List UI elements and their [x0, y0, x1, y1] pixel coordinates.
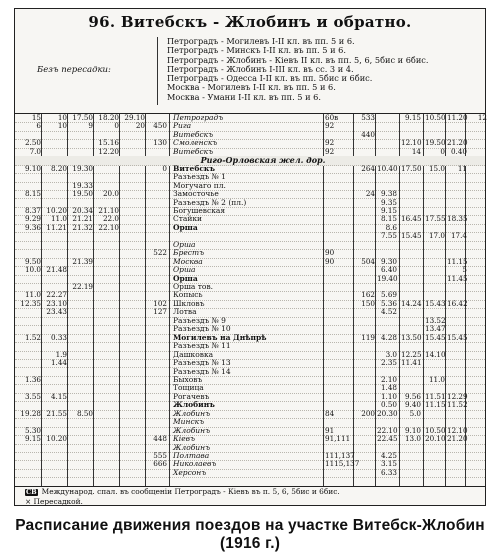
time-cell: 17.50	[401, 163, 422, 173]
time-cell: 22.19	[72, 282, 93, 291]
time-cell: 8.37	[24, 205, 41, 215]
distance-cell: 450	[153, 121, 167, 131]
distance-cell: 448	[153, 434, 167, 444]
time-cell: 17.55	[425, 214, 446, 224]
table-ref-cell: 92	[325, 121, 335, 131]
station-name: Разъездъ № 1	[173, 172, 226, 182]
time-cell: 150	[361, 298, 375, 308]
footnote-mark: × Пересадкой.	[25, 497, 83, 506]
station-name: Витебскъ	[173, 146, 214, 156]
distance-cell: 522	[153, 248, 167, 258]
time-cell: 11.51	[425, 391, 446, 401]
time-cell: 11.15	[425, 400, 446, 410]
station-name: Рогачевъ	[173, 391, 210, 401]
time-cell: 9	[88, 121, 93, 131]
station-name: Стайки	[173, 214, 203, 224]
time-cell: 15.0	[428, 163, 445, 173]
time-cell: 9.10	[404, 425, 421, 435]
time-cell: 1.9	[55, 349, 67, 359]
time-cell: 14.10	[425, 349, 446, 359]
footnote	[25, 487, 340, 496]
distance-cell: 666	[153, 459, 167, 469]
station-name: Лотва	[173, 307, 197, 317]
table-ref-cell: 91	[325, 425, 335, 435]
station-name: Орша тов.	[173, 282, 214, 291]
time-cell: 8.50	[76, 408, 93, 418]
time-cell: 11.0	[50, 214, 67, 224]
time-cell: 1.48	[380, 383, 397, 393]
time-cell: 4.15	[50, 391, 67, 401]
time-cell: 21.39	[72, 256, 93, 266]
time-cell: 11.0	[24, 290, 41, 300]
time-cell: 1.44	[50, 358, 67, 368]
timetable-sheet	[14, 8, 486, 506]
distance-cell: 0	[162, 163, 167, 173]
time-cell: 11.21	[46, 222, 67, 232]
station-name: Минскъ	[173, 417, 205, 427]
time-cell: 20.10	[425, 434, 446, 444]
time-cell: 15.45	[425, 332, 446, 342]
time-cell: 0.40	[450, 146, 467, 156]
time-cell: 2.50	[24, 138, 41, 148]
time-cell: 14.24	[401, 298, 422, 308]
distance-cell: 102	[153, 298, 167, 308]
time-cell: 6	[36, 121, 41, 131]
time-cell: 3.55	[24, 391, 41, 401]
time-cell: 22.10	[377, 425, 398, 435]
image-caption: Расписание движения поездов на участке Витебск-Жлобин (1916 г.)	[15, 517, 485, 552]
time-cell: 1.52	[24, 332, 41, 342]
station-name: Витебскъ	[173, 129, 214, 139]
time-cell: 19.30	[72, 163, 93, 173]
time-cell: 5.30	[24, 425, 41, 435]
time-cell: 4.52	[380, 307, 397, 317]
station-name: Рига	[173, 121, 192, 131]
station-name: Николаевъ	[173, 459, 217, 469]
time-cell: 22.10	[98, 222, 119, 232]
station-name: Петроградъ	[173, 113, 224, 122]
time-cell: 8.6	[385, 222, 397, 232]
time-cell: 17.4	[450, 231, 467, 241]
time-cell: 22.27	[46, 290, 67, 300]
time-cell: 11.41	[401, 358, 422, 368]
station-name: Могилевъ на Днѣпрѣ	[173, 332, 267, 342]
time-cell: 17.0	[428, 231, 445, 241]
table-ref-cell: 91,111	[325, 434, 351, 444]
time-cell: 20.0	[102, 189, 119, 199]
station-name: Жлобинъ	[173, 400, 215, 410]
station-name: Шкловъ	[173, 298, 205, 308]
time-cell: 9.40	[404, 400, 421, 410]
time-cell: 200	[361, 408, 375, 418]
transfer-item: Москва - Могилевъ I-II кл. въ пп. 5 и 6.	[167, 82, 336, 93]
transfer-item: Петроградъ - Одесса I-II кл. въ пп. 5бис и 6бис.	[167, 73, 373, 84]
station-name: Разъездъ № 2 (пл.)	[173, 197, 247, 207]
time-cell: 22.0	[102, 214, 119, 224]
time-cell: 19.33	[72, 180, 93, 190]
time-cell: 22.45	[377, 434, 398, 444]
sleeper-badge: СВ	[26, 488, 37, 496]
time-cell: 12.29	[447, 391, 468, 401]
time-cell: 12.20	[98, 146, 119, 156]
time-cell: 13.0	[404, 434, 421, 444]
route-header: Риго-Орловская жел. дор.	[200, 155, 326, 166]
station-name: Смоленскъ	[173, 138, 218, 148]
time-cell: 6.40	[380, 265, 397, 275]
time-cell: 9.15	[380, 205, 397, 215]
transfers-brace	[157, 37, 164, 105]
time-cell: 11.52	[447, 400, 468, 410]
time-cell: 7.55	[380, 231, 397, 241]
station-name: Разъездъ № 13	[173, 358, 231, 368]
time-cell: 2.10	[380, 374, 397, 384]
station-name: Витебскъ	[173, 163, 216, 173]
transfer-item: Петроградъ - Минскъ I-II кл. въ пп. 5 и 6.	[167, 45, 346, 56]
time-cell: 20.34	[72, 205, 93, 215]
timetable-row	[15, 469, 485, 478]
time-cell: 19.50	[425, 138, 446, 148]
time-cell: 9.15	[404, 113, 421, 122]
time-cell: 9.10	[24, 163, 41, 173]
time-cell: 11.45	[447, 273, 468, 283]
time-cell: 5.0	[409, 408, 421, 418]
time-cell: 21.21	[72, 214, 93, 224]
distance-cell: 130	[153, 138, 167, 148]
time-cell: 15.16	[98, 138, 119, 148]
transfers-list	[167, 37, 428, 102]
time-cell: 12.10	[447, 425, 468, 435]
time-cell: 9.29	[24, 214, 41, 224]
transfer-item: Петроградъ - Могилевъ I-II кл. въ пп. 5 и 6.	[167, 36, 355, 46]
table-ref-cell: 1115,137	[325, 459, 360, 469]
time-cell: 20	[135, 121, 145, 131]
time-cell: 264	[361, 163, 375, 173]
time-cell: 11.20	[447, 113, 468, 122]
table-ref-cell: 90	[325, 256, 335, 266]
station-name: Дашковка	[173, 349, 214, 359]
time-cell: 12.35	[20, 298, 41, 308]
time-cell: 8.15	[24, 189, 41, 199]
time-cell: 21.10	[98, 205, 119, 215]
station-name: Жлобинъ	[173, 442, 211, 452]
time-cell: 9.15	[24, 434, 41, 444]
time-cell: 21.55	[46, 408, 67, 418]
time-cell: 10.0	[24, 265, 41, 275]
station-name: Быховъ	[173, 374, 203, 384]
timetable-grid	[15, 113, 485, 487]
time-cell: 3.15	[380, 459, 397, 469]
time-cell: 16.42	[447, 298, 468, 308]
time-cell: 23.43	[46, 307, 67, 317]
time-cell: 5	[462, 265, 467, 275]
time-cell: 18.35	[447, 214, 468, 224]
transfer-block	[37, 37, 457, 109]
station-name: Жлобинъ	[173, 408, 211, 418]
time-cell: 5.36	[380, 298, 397, 308]
station-name: Разъездъ № 14	[173, 366, 231, 376]
time-cell: 1.10	[380, 391, 397, 401]
station-name: Разъездъ № 9	[173, 315, 226, 325]
time-cell: 533	[361, 113, 375, 122]
time-cell: 15	[31, 113, 41, 122]
time-cell: 0.50	[380, 400, 397, 410]
station-name: Херсонъ	[173, 467, 207, 477]
time-cell: 3.0	[385, 349, 397, 359]
time-cell: 20.30	[377, 408, 398, 418]
time-cell: 10.40	[377, 163, 398, 173]
time-cell: 5.69	[380, 290, 397, 300]
time-cell: 23.10	[46, 298, 67, 308]
time-cell: 9.36	[24, 222, 41, 232]
station-name: Жлобинъ	[173, 425, 211, 435]
time-cell: 9.30	[380, 256, 397, 266]
table-ref-cell: 60в	[325, 113, 339, 122]
table-ref-cell: 111,137	[325, 451, 355, 460]
time-cell: 4.28	[380, 332, 397, 342]
time-cell: 8.20	[50, 163, 67, 173]
time-cell: 11	[457, 163, 467, 173]
time-cell: 119	[361, 332, 375, 342]
page-title: 96. Витебскъ - Жлобинъ и обратно.	[88, 13, 412, 31]
time-cell: 19.50	[72, 189, 93, 199]
time-cell: 24	[365, 189, 375, 199]
time-cell: 10.20	[46, 434, 67, 444]
time-cell: 504	[361, 256, 375, 266]
time-cell: 162	[361, 290, 375, 300]
time-cell: 0	[114, 121, 119, 131]
station-name: Могучаго пл.	[173, 180, 226, 190]
time-cell: 10.50	[425, 425, 446, 435]
time-cell: 9.35	[380, 197, 397, 207]
station-name: Тощица	[173, 383, 204, 393]
station-name: Орша	[173, 222, 198, 232]
time-cell: 15.45	[447, 332, 468, 342]
table-ref-cell: 90	[325, 248, 335, 258]
time-cell: 12.10	[401, 138, 422, 148]
time-cell: 7.0	[29, 146, 41, 156]
station-name: Москва	[173, 256, 203, 266]
footnote-text: Международ. спал. въ сообщеніи Петроградъ - Кіевъ въ п. 5, 6, 5бис и 6бис.	[41, 487, 340, 496]
time-cell: 9.50	[24, 256, 41, 266]
time-cell: 9.56	[404, 391, 421, 401]
station-name: Орша	[173, 239, 196, 249]
station-name: Разъездъ № 11	[173, 341, 231, 351]
time-cell: 21.48	[46, 265, 67, 275]
time-cell: 4.25	[380, 451, 397, 460]
station-name: Разъездъ № 10	[173, 324, 231, 334]
time-cell: 8.15	[380, 214, 397, 224]
time-cell: 2.35	[380, 358, 397, 368]
table-ref-cell: 84	[325, 408, 335, 418]
time-cell: 21.20	[447, 434, 468, 444]
time-cell: 19.28	[20, 408, 41, 418]
time-cell: 16.45	[401, 214, 422, 224]
time-cell: 0.33	[50, 332, 67, 342]
time-cell: 10	[57, 113, 67, 122]
transfer-item: Петроградъ - Жлобинъ I-III кл. въ сс. 3 и 4.	[167, 63, 354, 74]
station-name: Богушевская	[173, 205, 226, 215]
time-cell: 21.20	[447, 138, 468, 148]
time-cell: 15.43	[425, 298, 446, 308]
time-cell: 11.0	[428, 374, 445, 384]
time-cell: 13.50	[401, 332, 422, 342]
station-name: Орша	[173, 265, 196, 275]
station-name: Копысь	[173, 290, 203, 300]
time-cell: 15.45	[401, 231, 422, 241]
time-cell: 10.20	[46, 205, 67, 215]
transfer-item: Москва - Умани I-II кл. въ пп. 5 и 6.	[167, 91, 321, 102]
transfer-item: Петроградъ - Жлобинъ - Кіевъ II кл. въ пп. 5, 6, 5бис и 6бис.	[167, 54, 429, 65]
time-cell: 13.47	[425, 324, 446, 334]
station-name: Брестъ	[173, 248, 205, 258]
time-cell: 0	[440, 146, 445, 156]
table-ref-cell: 92	[325, 138, 335, 148]
time-cell: 12.25	[401, 349, 422, 359]
time-cell: 18.20	[98, 113, 119, 122]
time-cell: 13.52	[425, 315, 446, 325]
time-cell: 1.36	[24, 374, 41, 384]
time-cell: 12	[477, 113, 487, 122]
table-ref-cell: 92	[325, 146, 335, 156]
time-cell: 11.15	[447, 256, 468, 266]
distance-cell: 555	[153, 451, 167, 460]
time-cell: 17.50	[72, 113, 93, 122]
time-cell: 19.40	[377, 273, 398, 283]
time-cell: 10	[57, 121, 67, 131]
time-cell: 440	[361, 129, 375, 139]
time-cell: 6.33	[380, 467, 397, 477]
station-name: Кіевъ	[173, 434, 196, 444]
time-cell: 10.50	[425, 113, 446, 122]
time-cell: 14	[411, 146, 421, 156]
transfers-label: Безъ пересадки:	[37, 65, 111, 75]
station-name: Орша	[173, 273, 198, 283]
distance-cell: 127	[153, 307, 167, 317]
station-name: Замосточье	[173, 189, 219, 199]
station-name: Полтава	[173, 451, 210, 460]
time-cell: 9.38	[380, 189, 397, 199]
time-cell: 29.10	[124, 113, 145, 122]
time-cell: 21.32	[72, 222, 93, 232]
